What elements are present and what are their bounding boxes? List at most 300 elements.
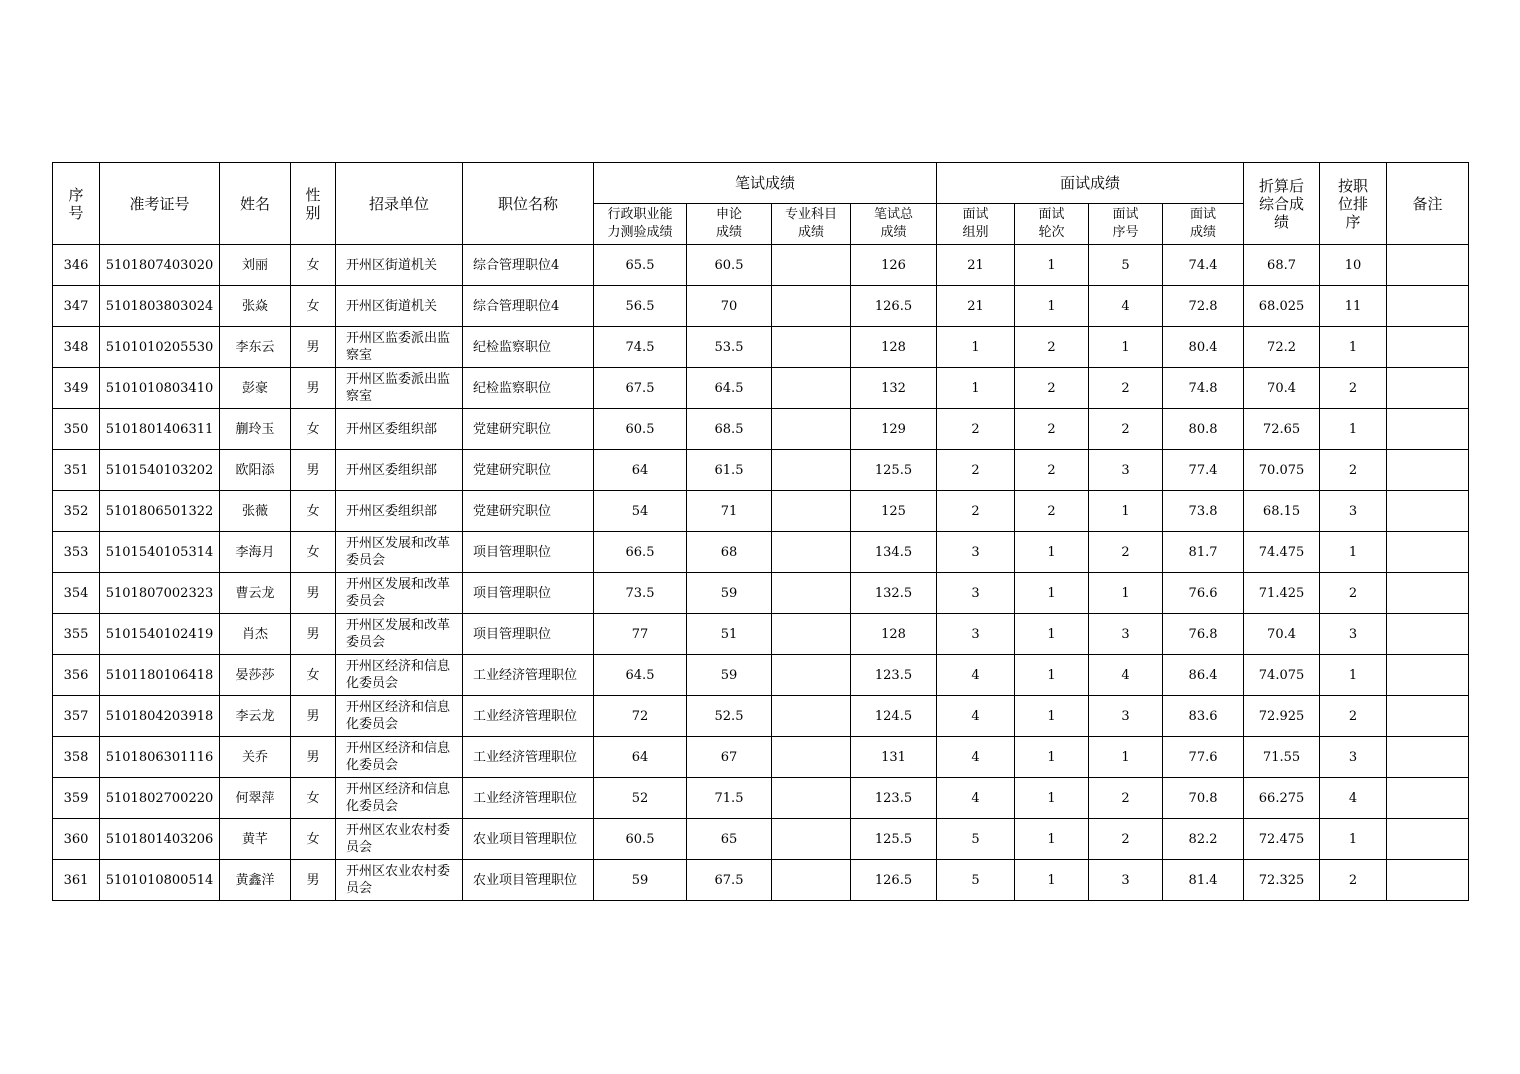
row-gender: 男 [291,696,336,737]
row-gender: 女 [291,655,336,696]
row-composite: 72.65 [1244,409,1320,450]
row-remark [1387,450,1469,491]
row-gender: 女 [291,532,336,573]
row-iv-score: 76.6 [1163,573,1244,614]
row-shenlun-score: 65 [687,819,772,860]
row-gender: 男 [291,737,336,778]
row-remark [1387,491,1469,532]
row-rank: 1 [1320,409,1387,450]
row-xingce-score: 60.5 [594,409,687,450]
header-iv-round-label: 面试轮次 [1038,207,1065,240]
row-iv-round: 1 [1015,778,1089,819]
row-written-total: 129 [851,409,937,450]
row-xingce-score: 65.5 [594,245,687,286]
row-iv-score: 83.6 [1163,696,1244,737]
row-unit: 开州区农业农村委员会 [336,819,463,860]
row-name: 李东云 [220,327,291,368]
row-position: 党建研究职位 [463,409,594,450]
table-body [53,245,1469,901]
row-iv-score: 81.7 [1163,532,1244,573]
row-gender: 男 [291,450,336,491]
row-iv-round: 1 [1015,737,1089,778]
row-xingce-score: 60.5 [594,819,687,860]
row-gender: 男 [291,368,336,409]
row-ticket: 5101540102419 [100,614,220,655]
row-iv-score: 86.4 [1163,655,1244,696]
row-written-total: 134.5 [851,532,937,573]
row-iv-group: 3 [937,614,1015,655]
table-row [53,327,1469,368]
row-rank: 2 [1320,573,1387,614]
row-iv-round: 2 [1015,450,1089,491]
row-iv-round: 1 [1015,655,1089,696]
table-row [53,696,1469,737]
row-name: 黄芊 [220,819,291,860]
row-position: 综合管理职位4 [463,286,594,327]
row-shenlun-score: 59 [687,573,772,614]
row-remark [1387,368,1469,409]
row-written-total: 125.5 [851,450,937,491]
row-composite: 71.425 [1244,573,1320,614]
row-position: 纪检监察职位 [463,368,594,409]
row-iv-round: 2 [1015,491,1089,532]
row-shenlun-score: 64.5 [687,368,772,409]
row-major-score [772,614,851,655]
table-row [53,614,1469,655]
row-gender: 女 [291,819,336,860]
header-written-group: 笔试成绩 [594,163,937,204]
row-composite: 72.2 [1244,327,1320,368]
row-position: 项目管理职位 [463,532,594,573]
row-iv-round: 2 [1015,368,1089,409]
row-major-score [772,245,851,286]
row-ticket: 5101806501322 [100,491,220,532]
row-xingce-score: 74.5 [594,327,687,368]
row-unit: 开州区街道机关 [336,245,463,286]
row-rank: 2 [1320,860,1387,901]
row-gender: 女 [291,409,336,450]
row-seq: 348 [53,327,100,368]
row-composite: 68.025 [1244,286,1320,327]
row-composite: 74.475 [1244,532,1320,573]
row-iv-group: 1 [937,327,1015,368]
row-iv-group: 2 [937,409,1015,450]
row-composite: 68.7 [1244,245,1320,286]
header-interview-group: 面试成绩 [937,163,1244,204]
row-seq: 346 [53,245,100,286]
row-seq: 359 [53,778,100,819]
row-xingce-score: 64 [594,737,687,778]
row-iv-round: 1 [1015,245,1089,286]
row-rank: 2 [1320,696,1387,737]
row-gender: 女 [291,778,336,819]
row-iv-score: 80.4 [1163,327,1244,368]
row-xingce-score: 64.5 [594,655,687,696]
row-position: 工业经济管理职位 [463,778,594,819]
row-shenlun-score: 71 [687,491,772,532]
row-seq: 361 [53,860,100,901]
row-position: 项目管理职位 [463,573,594,614]
row-remark [1387,409,1469,450]
row-seq: 355 [53,614,100,655]
row-iv-group: 21 [937,245,1015,286]
row-iv-score: 76.8 [1163,614,1244,655]
row-ticket: 5101010205530 [100,327,220,368]
row-ticket: 5101803803024 [100,286,220,327]
row-composite: 72.325 [1244,860,1320,901]
table-row [53,860,1469,901]
row-ticket: 5101180106418 [100,655,220,696]
row-iv-group: 3 [937,532,1015,573]
row-name: 欧阳添 [220,450,291,491]
row-seq: 354 [53,573,100,614]
row-name: 肖杰 [220,614,291,655]
row-remark [1387,696,1469,737]
row-major-score [772,737,851,778]
row-ticket: 5101010803410 [100,368,220,409]
row-position: 纪检监察职位 [463,327,594,368]
row-written-total: 128 [851,327,937,368]
row-gender: 女 [291,286,336,327]
row-composite: 71.55 [1244,737,1320,778]
row-seq: 347 [53,286,100,327]
row-unit: 开州区经济和信息化委员会 [336,737,463,778]
row-written-total: 132.5 [851,573,937,614]
row-ticket: 5101806301116 [100,737,220,778]
row-iv-round: 1 [1015,573,1089,614]
score-table [52,162,1469,901]
header-gender-label: 性别 [305,185,321,222]
row-iv-order: 3 [1089,696,1163,737]
table-row [53,778,1469,819]
row-seq: 353 [53,532,100,573]
row-xingce-score: 77 [594,614,687,655]
table-row [53,409,1469,450]
row-iv-round: 1 [1015,532,1089,573]
row-iv-order: 2 [1089,368,1163,409]
header-composite [1244,163,1320,245]
header-xingce [594,204,687,245]
header-major-label: 专业科目成绩 [784,207,837,240]
row-iv-group: 4 [937,655,1015,696]
table-row [53,368,1469,409]
row-iv-group: 3 [937,573,1015,614]
row-iv-score: 77.4 [1163,450,1244,491]
row-major-score [772,696,851,737]
row-name: 曹云龙 [220,573,291,614]
row-xingce-score: 52 [594,778,687,819]
row-shenlun-score: 53.5 [687,327,772,368]
table-row [53,737,1469,778]
row-ticket: 5101010800514 [100,860,220,901]
row-iv-group: 21 [937,286,1015,327]
row-ticket: 5101801403206 [100,819,220,860]
row-rank: 1 [1320,532,1387,573]
row-gender: 男 [291,860,336,901]
header-iv-score-label: 面试成绩 [1190,207,1217,240]
row-unit: 开州区经济和信息化委员会 [336,696,463,737]
row-name: 李海月 [220,532,291,573]
header-rank [1320,163,1387,245]
row-seq: 358 [53,737,100,778]
table-row [53,819,1469,860]
row-rank: 2 [1320,450,1387,491]
row-position: 项目管理职位 [463,614,594,655]
header-written-total [851,204,937,245]
row-rank: 4 [1320,778,1387,819]
row-seq: 360 [53,819,100,860]
row-iv-order: 4 [1089,655,1163,696]
row-iv-score: 77.6 [1163,737,1244,778]
row-unit: 开州区发展和改革委员会 [336,532,463,573]
row-position: 农业项目管理职位 [463,860,594,901]
row-iv-score: 70.8 [1163,778,1244,819]
row-seq: 352 [53,491,100,532]
row-gender: 男 [291,614,336,655]
row-xingce-score: 73.5 [594,573,687,614]
row-remark [1387,327,1469,368]
row-seq: 349 [53,368,100,409]
row-remark [1387,655,1469,696]
row-shenlun-score: 68 [687,532,772,573]
row-major-score [772,450,851,491]
row-seq: 351 [53,450,100,491]
row-iv-score: 72.8 [1163,286,1244,327]
row-iv-round: 1 [1015,819,1089,860]
row-position: 综合管理职位4 [463,245,594,286]
row-iv-group: 2 [937,450,1015,491]
row-name: 李云龙 [220,696,291,737]
row-iv-order: 1 [1089,737,1163,778]
row-unit: 开州区街道机关 [336,286,463,327]
row-position: 农业项目管理职位 [463,819,594,860]
table-row [53,573,1469,614]
row-ticket: 5101802700220 [100,778,220,819]
header-gender [291,163,336,245]
row-written-total: 126.5 [851,286,937,327]
row-iv-group: 4 [937,778,1015,819]
table-row [53,491,1469,532]
row-shenlun-score: 67 [687,737,772,778]
row-unit: 开州区委组织部 [336,409,463,450]
row-remark [1387,819,1469,860]
row-written-total: 128 [851,614,937,655]
row-iv-group: 1 [937,368,1015,409]
row-rank: 3 [1320,491,1387,532]
row-iv-order: 1 [1089,573,1163,614]
row-written-total: 131 [851,737,937,778]
row-rank: 3 [1320,614,1387,655]
row-remark [1387,778,1469,819]
row-written-total: 125.5 [851,819,937,860]
row-ticket: 5101540103202 [100,450,220,491]
table-row [53,532,1469,573]
row-shenlun-score: 68.5 [687,409,772,450]
row-name: 彭豪 [220,368,291,409]
row-xingce-score: 64 [594,450,687,491]
row-xingce-score: 54 [594,491,687,532]
header-seq [53,163,100,245]
row-major-score [772,819,851,860]
row-iv-order: 2 [1089,532,1163,573]
header-iv-round [1015,204,1089,245]
row-unit: 开州区发展和改革委员会 [336,573,463,614]
row-composite: 70.075 [1244,450,1320,491]
row-seq: 350 [53,409,100,450]
row-rank: 3 [1320,737,1387,778]
row-remark [1387,614,1469,655]
row-gender: 女 [291,245,336,286]
row-shenlun-score: 67.5 [687,860,772,901]
row-major-score [772,286,851,327]
row-written-total: 123.5 [851,778,937,819]
row-iv-order: 1 [1089,327,1163,368]
row-iv-order: 2 [1089,819,1163,860]
row-rank: 2 [1320,368,1387,409]
row-rank: 1 [1320,819,1387,860]
row-iv-score: 80.8 [1163,409,1244,450]
row-xingce-score: 59 [594,860,687,901]
row-written-total: 123.5 [851,655,937,696]
row-composite: 72.925 [1244,696,1320,737]
header-composite-label: 折算后综合成绩 [1259,176,1305,231]
row-gender: 男 [291,327,336,368]
row-position: 工业经济管理职位 [463,737,594,778]
header-shenlun [687,204,772,245]
row-unit: 开州区农业农村委员会 [336,860,463,901]
header-iv-order-label: 面试序号 [1112,207,1139,240]
row-rank: 1 [1320,327,1387,368]
row-iv-round: 1 [1015,614,1089,655]
header-name: 姓名 [220,163,291,245]
row-major-score [772,409,851,450]
row-shenlun-score: 61.5 [687,450,772,491]
header-ticket: 准考证号 [100,163,220,245]
row-major-score [772,573,851,614]
row-shenlun-score: 71.5 [687,778,772,819]
row-remark [1387,532,1469,573]
table-row [53,286,1469,327]
row-written-total: 126 [851,245,937,286]
row-name: 张薇 [220,491,291,532]
row-iv-group: 4 [937,696,1015,737]
row-position: 工业经济管理职位 [463,696,594,737]
row-ticket: 5101801406311 [100,409,220,450]
header-major [772,204,851,245]
header-seq-label: 序号 [68,185,84,222]
row-composite: 72.475 [1244,819,1320,860]
row-name: 何翠萍 [220,778,291,819]
row-iv-round: 1 [1015,860,1089,901]
table-row [53,450,1469,491]
table-row [53,245,1469,286]
row-name: 刘丽 [220,245,291,286]
row-major-score [772,532,851,573]
row-iv-order: 2 [1089,778,1163,819]
row-iv-round: 1 [1015,696,1089,737]
header-position: 职位名称 [463,163,594,245]
row-iv-order: 3 [1089,450,1163,491]
row-iv-group: 5 [937,819,1015,860]
row-major-score [772,778,851,819]
row-shenlun-score: 52.5 [687,696,772,737]
row-rank: 10 [1320,245,1387,286]
row-position: 党建研究职位 [463,450,594,491]
row-written-total: 126.5 [851,860,937,901]
row-major-score [772,860,851,901]
row-major-score [772,491,851,532]
row-xingce-score: 72 [594,696,687,737]
row-unit: 开州区经济和信息化委员会 [336,655,463,696]
row-ticket: 5101540105314 [100,532,220,573]
row-xingce-score: 56.5 [594,286,687,327]
row-ticket: 5101807403020 [100,245,220,286]
row-name: 张焱 [220,286,291,327]
row-name: 关乔 [220,737,291,778]
table-row [53,655,1469,696]
row-iv-group: 4 [937,737,1015,778]
header-written-total-label: 笔试总成绩 [873,207,913,240]
row-iv-round: 2 [1015,409,1089,450]
row-composite: 74.075 [1244,655,1320,696]
row-seq: 356 [53,655,100,696]
row-unit: 开州区监委派出监察室 [336,327,463,368]
row-iv-score: 74.8 [1163,368,1244,409]
row-xingce-score: 67.5 [594,368,687,409]
row-remark [1387,737,1469,778]
row-major-score [772,327,851,368]
row-iv-order: 4 [1089,286,1163,327]
header-iv-order [1089,204,1163,245]
row-remark [1387,860,1469,901]
row-remark [1387,245,1469,286]
row-xingce-score: 66.5 [594,532,687,573]
row-unit: 开州区委组织部 [336,450,463,491]
header-iv-score [1163,204,1244,245]
row-name: 黄鑫洋 [220,860,291,901]
row-iv-order: 5 [1089,245,1163,286]
row-iv-score: 73.8 [1163,491,1244,532]
row-shenlun-score: 59 [687,655,772,696]
row-position: 工业经济管理职位 [463,655,594,696]
row-position: 党建研究职位 [463,491,594,532]
row-composite: 70.4 [1244,368,1320,409]
header-iv-group [937,204,1015,245]
row-iv-score: 81.4 [1163,860,1244,901]
row-remark [1387,286,1469,327]
row-rank: 11 [1320,286,1387,327]
row-unit: 开州区发展和改革委员会 [336,614,463,655]
row-iv-score: 82.2 [1163,819,1244,860]
row-iv-order: 1 [1089,491,1163,532]
row-major-score [772,655,851,696]
row-rank: 1 [1320,655,1387,696]
row-unit: 开州区委组织部 [336,491,463,532]
row-gender: 女 [291,491,336,532]
row-composite: 66.275 [1244,778,1320,819]
row-iv-group: 2 [937,491,1015,532]
row-unit: 开州区经济和信息化委员会 [336,778,463,819]
row-ticket: 5101807002323 [100,573,220,614]
header-iv-group-label: 面试组别 [962,207,989,240]
row-remark [1387,573,1469,614]
row-unit: 开州区监委派出监察室 [336,368,463,409]
row-name: 晏莎莎 [220,655,291,696]
row-iv-group: 5 [937,860,1015,901]
row-name: 蒯玲玉 [220,409,291,450]
row-shenlun-score: 60.5 [687,245,772,286]
row-written-total: 125 [851,491,937,532]
